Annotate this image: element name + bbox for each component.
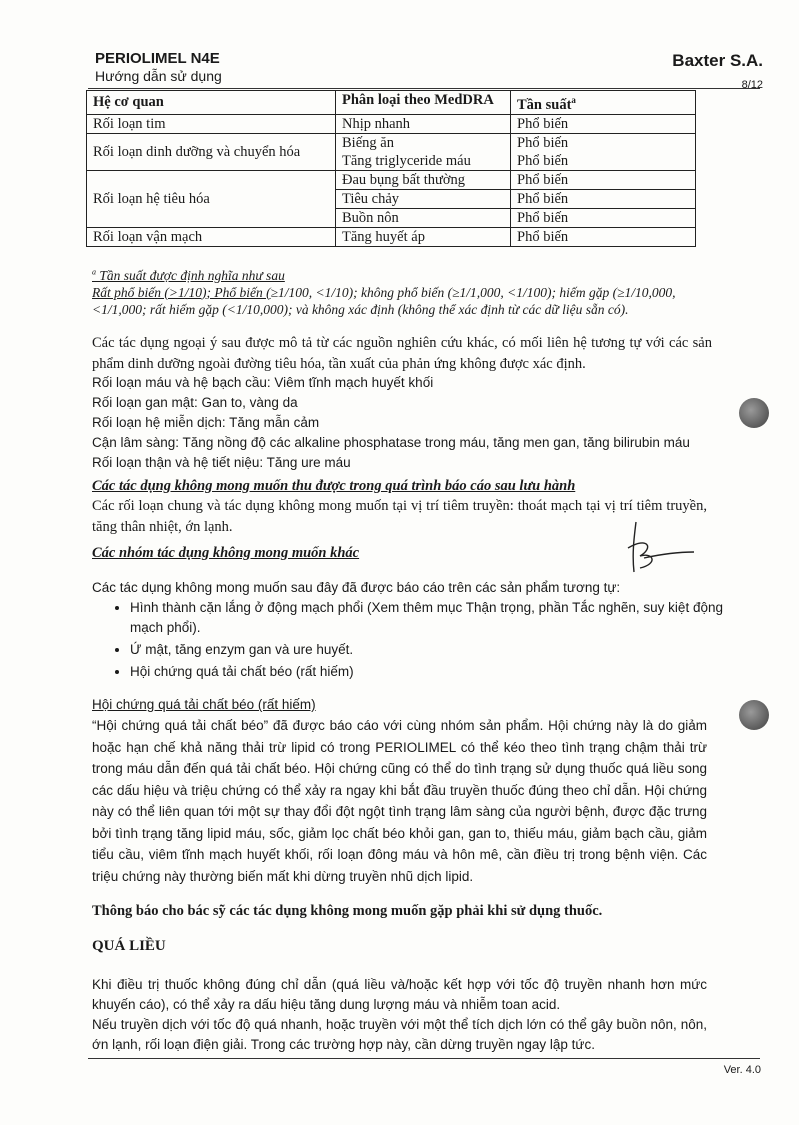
col-header-meddra: Phân loại theo MedDRA: [336, 91, 511, 115]
cell-term: Nhịp nhanh: [336, 114, 511, 133]
document-subtitle: Hướng dẫn sử dụng: [95, 68, 222, 84]
list-item: • Hội chứng quá tải chất béo (rất hiếm): [130, 662, 730, 682]
cell-term: Tăng huyết áp: [336, 227, 511, 246]
version-label: Ver. 4.0: [723, 1064, 761, 1076]
cell-system: Rối loạn vận mạch: [87, 227, 336, 246]
footnote-defs: ≥1/100, <1/10); không phổ biến (≥1/1,000, <1/100); hiếm gặp (≥1/10,000, <1/1,000; rất hiếm gặp (<1/10,000); và không xác định (không thể xác định từ các dữ liệu sẵn có).: [92, 284, 676, 317]
postmarketing-heading: Các tác dụng không mong muốn thu được trong quá trình báo cáo sau lưu hành: [92, 478, 576, 494]
cell-frequency: Phổ biến: [511, 170, 696, 189]
other-effects-intro: Các tác dụng ngoại ý sau được mô tả từ các nguồn nghiên cứu khác, có mối liên hệ tương tự với các sản phẩm dinh dưỡng ngoài đường tiêu hóa, tần xuất của phản ứng không được xác định.: [92, 335, 712, 372]
notify-doctor-note: Thông báo cho bác sỹ các tác dụng không mong muốn gặp phải khi sử dụng thuốc.: [92, 903, 603, 919]
footer-rule: [88, 1058, 760, 1059]
footnote-defs-underlined: Rất phổ biến (>1/10); Phổ biến (: [92, 284, 271, 300]
company-name: Baxter S.A.: [672, 51, 763, 70]
col-header-frequency: Tần suất$^a$: [511, 91, 696, 115]
col-header-system: Hệ cơ quan: [87, 91, 336, 115]
adverse-effects-table: [86, 90, 696, 247]
signature-mark: [618, 518, 698, 578]
product-name: PERIOLIMEL N4E: [95, 50, 220, 67]
other-effect-line: Rối loạn thận và hệ tiết niệu: Tăng ure máu: [92, 455, 351, 470]
overdose-heading: QUÁ LIỀU: [92, 938, 166, 954]
table-row: [87, 133, 696, 170]
header-rule: [88, 88, 760, 89]
cell-term: Buồn nôn: [336, 208, 511, 227]
punch-hole: [739, 700, 769, 730]
other-effect-line: Rối loạn gan mật: Gan to, vàng da: [92, 395, 298, 410]
frequency-footnote: [92, 263, 712, 318]
cell-frequency: Phổ biến: [511, 208, 696, 227]
overdose-paragraph-1: Khi điều trị thuốc không đúng chỉ dẫn (quá liều và/hoặc kết hợp với tốc độ truyền nhanh hơn mức khuyến cáo), có thể xảy ra dấu hiệu tăng dung lượng máu và nhiễm toan acid.: [92, 977, 707, 1012]
cell-frequency: Phổ biến: [511, 189, 696, 208]
overdose-paragraph-2: Nếu truyền dịch với tốc độ quá nhanh, hoặc truyền với một thể tích dịch lớn có thể gây buồn nôn, nôn, ớn lạnh, rối loạn điện giải. Trong các trường hợp này, cần dừng truyền ngay lập tức.: [92, 1017, 707, 1052]
cell-frequency: Phổ biến: [511, 227, 696, 246]
class-effects-heading: Các nhóm tác dụng không mong muốn khác: [92, 545, 360, 561]
list-item: • Hình thành cặn lắng ở động mạch phổi (Xem thêm mục Thận trọng, phần Tắc nghẽn, suy kiệt động mạch phổi).: [130, 598, 730, 638]
cell-term: Biếng ăn Tăng triglyceride máu: [336, 133, 511, 170]
postmarketing-text: Các rối loạn chung và tác dụng không mong muốn tại vị trí tiêm truyền: thoát mạch tại vị trí tiêm truyền, tăng thân nhiệt, ớn lạnh.: [92, 498, 707, 535]
other-effect-line: Cận lâm sàng: Tăng nồng độ các alkaline phosphatase trong máu, tăng men gan, tăng bilirubin máu: [92, 435, 690, 450]
cell-frequency: Phổ biến Phổ biến: [511, 133, 696, 170]
class-effects-intro: Các tác dụng không mong muốn sau đây đã được báo cáo trên các sản phẩm tương tự:: [92, 580, 621, 595]
other-effects-list: [92, 373, 712, 473]
punch-hole: [739, 398, 769, 428]
table-row: [87, 114, 696, 133]
table-row: [87, 227, 696, 246]
other-effect-line: Rối loạn máu và hệ bạch cầu: Viêm tĩnh mạch huyết khối: [92, 375, 434, 390]
cell-system: Rối loạn dinh dưỡng và chuyển hóa: [87, 133, 336, 170]
other-effect-line: Rối loạn hệ miễn dịch: Tăng mẫn cảm: [92, 415, 320, 430]
cell-frequency: Phổ biến: [511, 114, 696, 133]
table-header-row: [87, 91, 696, 115]
fat-overload-heading: Hội chứng quá tải chất béo (rất hiếm): [92, 697, 316, 712]
list-item: • Ứ mật, tăng enzym gan và ure huyết.: [130, 640, 730, 660]
page-number: 8/12: [741, 79, 763, 91]
fat-overload-text: “Hội chứng quá tải chất béo” đã được báo cáo với cùng nhóm sản phẩm. Hội chứng này là do giảm hoặc hạn chế khả năng thải trừ lipid có trong PERIOLIMEL có thể kéo theo tình trạng chậm thải trừ trong máu dẫn đến quá tải chất béo. Hội chứng cũng có thể do tình trạng sử dụng thuốc quá liều song các dấu hiệu và triệu chứng có thể xảy ra ngay khi bắt đầu truyền thuốc đúng theo chỉ dẫn. Hội chứng này có thể liên quan tới một sự thay đổi đột ngột tình trạng lâm sàng của người bệnh, được đặc trưng bởi tình trạng tăng lipid máu, sốc, giảm lọc chất béo khỏi gan, gan to, thiếu máu, giảm bạch cầu, giảm tiểu cầu, viêm tĩnh mạch huyết khối, rối loạn đông máu và hôn mê, cần điều trị trong bệnh viện. Các triệu chứng này thường biến mất khi dừng truyền nhũ dịch lipid.: [92, 718, 707, 884]
table-row: [87, 170, 696, 189]
cell-term: Đau bụng bất thường: [336, 170, 511, 189]
cell-system: Rối loạn tim: [87, 114, 336, 133]
class-effects-list: [110, 598, 730, 684]
cell-term: Tiêu chảy: [336, 189, 511, 208]
cell-system: Rối loạn hệ tiêu hóa: [87, 170, 336, 227]
overdose-text: [92, 975, 707, 1055]
footnote-title: $^a$ Tần suất được định nghĩa như sau: [92, 267, 285, 283]
